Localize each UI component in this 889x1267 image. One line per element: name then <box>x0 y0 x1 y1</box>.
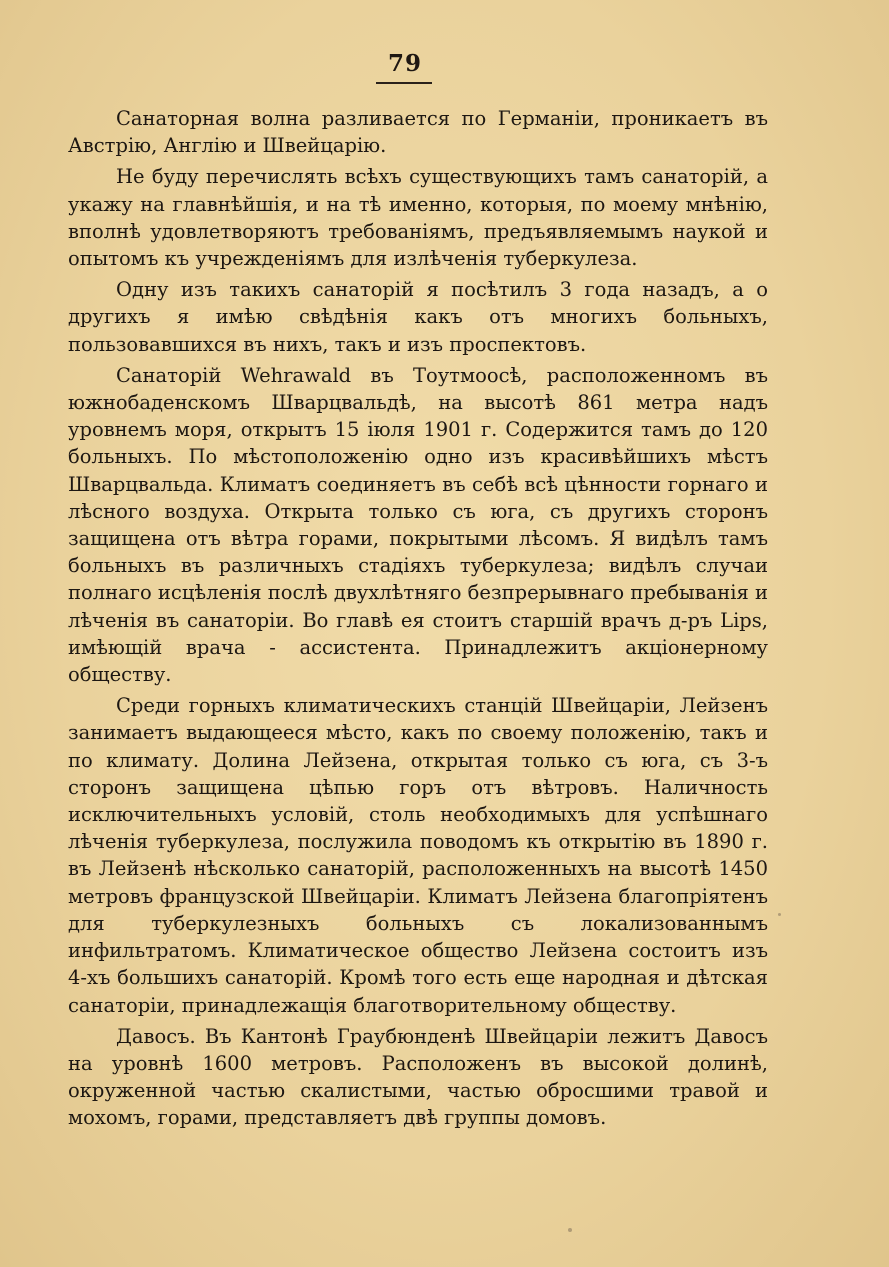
scan-speck <box>778 913 781 916</box>
paragraph-main-sanatoria: Не буду перечислять всѣхъ существующихъ тамъ санаторій, а укажу на главнѣйшія, и на тѣ именно, которыя, по моему мнѣнію, вполнѣ удовлетворяютъ требованіямъ, предъявляемымъ наукой и опытомъ къ учрежденіямъ для излѣченія туберкулеза. <box>68 165 768 271</box>
scan-speck <box>568 1228 572 1232</box>
paragraph-wehrawald: Санаторій Wehrawald въ Тоутмоосѣ, расположенномъ въ южнобаденскомъ Шварцвальдѣ, на высотѣ 861 метра надъ уровнемъ моря, открытъ 15 іюля 1901 г. Содержится тамъ до 120 больныхъ. По мѣстоположенію одно изъ красивѣйшихъ мѣстъ Шварцвальда. Климатъ соединяетъ въ себѣ всѣ цѣнности горнаго и лѣсного воздуха. Открыта только съ юга, съ другихъ сторонъ защищена отъ вѣтра горами, покрытыми лѣсомъ. Я видѣлъ тамъ больныхъ въ различныхъ стадіяхъ туберкулеза; видѣлъ случаи полнаго исцѣленія послѣ двухлѣтняго безпрерывнаго пребыванія и лѣченія въ санаторіи. Во главѣ ея стоитъ старшій врачъ д-ръ Lips, имѣющій врача - ассистента. Принадлежитъ акціонерному обществу. <box>68 363 768 687</box>
paragraph-sanatorium-wave: Санаторная волна разливается по Германіи, проникаетъ въ Австрію, Англію и Швейцарію. <box>68 107 768 158</box>
page-text <box>68 105 768 1136</box>
page-number-rule <box>376 82 432 84</box>
paragraph-leysin: Среди горныхъ климатическихъ станцій Швейцаріи, Лейзенъ занимаетъ выдающееся мѣсто, какъ по своему положенію, такъ и по климату. Долина Лейзена, открытая только съ юга, съ 3-ъ сторонъ защищена цѣпью горъ отъ вѣтровъ. Наличность исключительныхъ условій, столь необходимыхъ для успѣшнаго лѣченія туберкулеза, послужила поводомъ къ открытію въ 1890 г. въ Лейзенѣ нѣсколько санаторій, расположенныхъ на высотѣ 1450 метровъ французской Швейцаріи. Климатъ Лейзена благопріятенъ для туберкулезныхъ больныхъ съ локализованнымъ инфильтратомъ. Климатическое общество Лейзена состоитъ изъ 4-хъ большихъ санаторій. Кромѣ того есть еще народная и дѣтская санаторіи, принадлежащія благотворительному обществу. <box>68 694 768 1017</box>
paragraph-davos: Давосъ. Въ Кантонѣ Граубюнденѣ Швейцаріи лежитъ Давосъ на уровнѣ 1600 метровъ. Расположенъ въ высокой долинѣ, окруженной частью скалистыми, частью обросшими травой и мохомъ, горами, представляетъ двѣ группы домовъ. <box>68 1024 768 1130</box>
paragraph-visited-sanatorium: Одну изъ такихъ санаторій я посѣтилъ 3 года назадъ, а о другихъ я имѣю свѣдѣнія какъ отъ многихъ больныхъ, пользовавшихся въ нихъ, такъ и изъ проспектовъ. <box>68 278 768 356</box>
page-number: 79 <box>387 50 422 77</box>
